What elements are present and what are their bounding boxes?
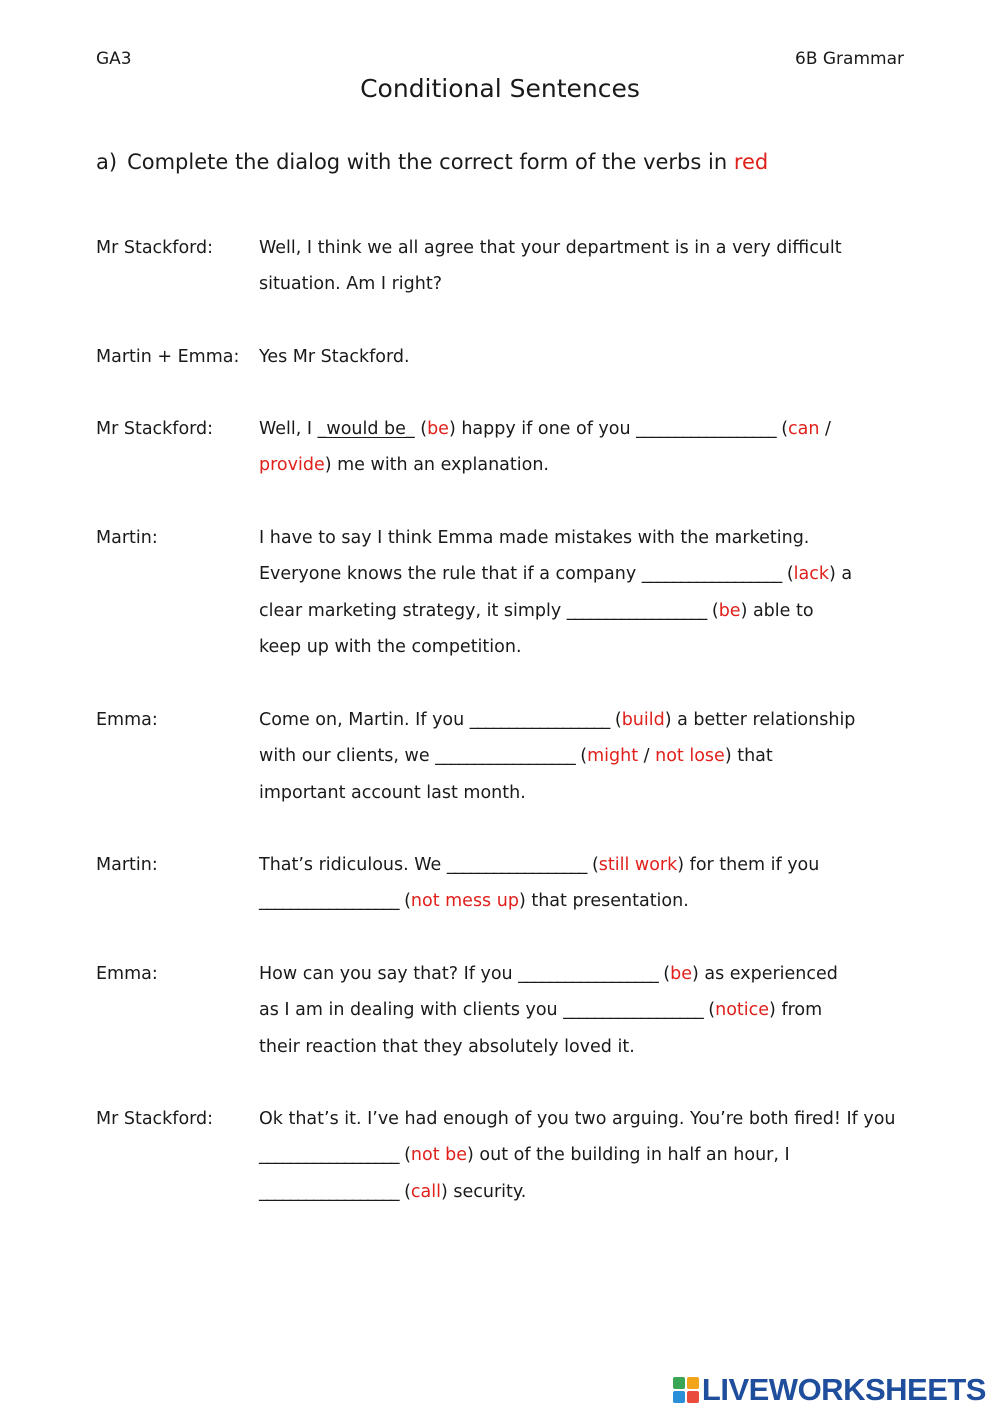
dialog-line: with our clients, we __________________ (might / not lose) that <box>259 746 773 767</box>
verb-cue: be <box>718 600 741 621</box>
speaker-name: Martin: <box>96 528 158 548</box>
verb-cue: lack <box>793 564 829 585</box>
dialog-line: How can you say that? If you __________________ (be) as experienced <box>259 964 838 984</box>
dialog-line: __________________ (call) security. <box>259 1181 527 1202</box>
answer-blank[interactable]: __________________ <box>563 1000 703 1021</box>
instruction-text: Complete the dialog with the correct form of the verbs in <box>127 150 734 174</box>
dialog-line: Yes Mr Stackford. <box>259 347 410 367</box>
instruction-highlight: red <box>733 150 769 174</box>
verb-cue: call <box>410 1181 441 1202</box>
page-title: Conditional Sentences <box>360 74 640 103</box>
dialog-line: as I am in dealing with clients you __________________ (notice) from <box>259 1000 823 1021</box>
dialog-line: Well, I _would be_ (be) happy if one of you __________________ (can / <box>259 419 831 439</box>
verb-cue: not mess up <box>410 891 519 912</box>
dialog-line: Ok that’s it. I’ve had enough of you two arguing. You’re both fired! If you <box>259 1109 896 1129</box>
header-right: 6B Grammar <box>795 49 904 69</box>
dialog-line: I have to say I think Emma made mistakes with the marketing. <box>259 528 810 548</box>
answer-blank[interactable]: __________________ <box>435 746 575 767</box>
verb-cue: notice <box>715 1000 770 1021</box>
answer-blank[interactable]: __________________ <box>259 891 399 912</box>
dialog-line: provide) me with an explanation. <box>259 455 549 476</box>
answer-blank[interactable]: __________________ <box>518 964 658 984</box>
answer-blank[interactable]: __________________ <box>259 1145 399 1166</box>
dialog-line: keep up with the competition. <box>259 637 522 658</box>
answer-blank[interactable]: __________________ <box>469 710 610 730</box>
verb-cue: can <box>788 419 820 439</box>
verb-cue: still work <box>598 855 678 875</box>
instruction-label: a) <box>96 150 118 174</box>
answer-blank[interactable]: __________________ <box>641 564 782 585</box>
dialog-line: That’s ridiculous. We __________________ (still work) for them if you <box>259 855 820 875</box>
answer-blank[interactable]: __________________ <box>636 419 776 439</box>
dialog-line: important account last month. <box>259 782 526 803</box>
liveworksheets-logo-icon <box>673 1377 699 1403</box>
dialog-line: their reaction that they absolutely loved it. <box>259 1036 635 1057</box>
verb-cue: not be <box>410 1145 468 1166</box>
verb-cue: be <box>427 419 449 439</box>
speaker-name: Mr Stackford: <box>96 238 214 258</box>
answer-blank[interactable]: __________________ <box>566 600 707 621</box>
dialog-line: situation. Am I right? <box>259 274 443 295</box>
speaker-name: Emma: <box>96 964 158 984</box>
verb-cue: might <box>587 746 639 767</box>
dialog-line: clear marketing strategy, it simply __________________ (be) able to <box>259 600 814 621</box>
speaker-name: Mr Stackford: <box>96 1109 214 1129</box>
answer-blank[interactable]: __________________ <box>446 855 587 875</box>
verb-cue: provide <box>259 455 325 476</box>
speaker-name: Mr Stackford: <box>96 419 214 439</box>
header-left: GA3 <box>96 49 132 69</box>
verb-cue: not lose <box>655 746 725 767</box>
dialog-line: __________________ (not mess up) that presentation. <box>259 891 689 912</box>
speaker-name: Martin: <box>96 855 158 875</box>
speaker-name: Martin + Emma: <box>96 347 240 367</box>
answer-blank[interactable]: __________________ <box>259 1181 399 1202</box>
example-answer: _would be_ <box>317 419 415 439</box>
liveworksheets-logo-text: LIVEWORKSHEETS <box>701 1372 986 1407</box>
dialog-line: Well, I think we all agree that your department is in a very difficult <box>259 238 842 258</box>
dialog-line: Everyone knows the rule that if a company __________________ (lack) a <box>259 564 853 585</box>
instruction <box>96 150 768 174</box>
dialog-line: __________________ (not be) out of the building in half an hour, I <box>259 1145 790 1166</box>
verb-cue: be <box>670 964 692 984</box>
dialog-line: Come on, Martin. If you __________________ (build) a better relationship <box>259 710 856 730</box>
liveworksheets-logo <box>673 1372 986 1408</box>
speaker-name: Emma: <box>96 710 158 730</box>
verb-cue: build <box>621 710 665 730</box>
